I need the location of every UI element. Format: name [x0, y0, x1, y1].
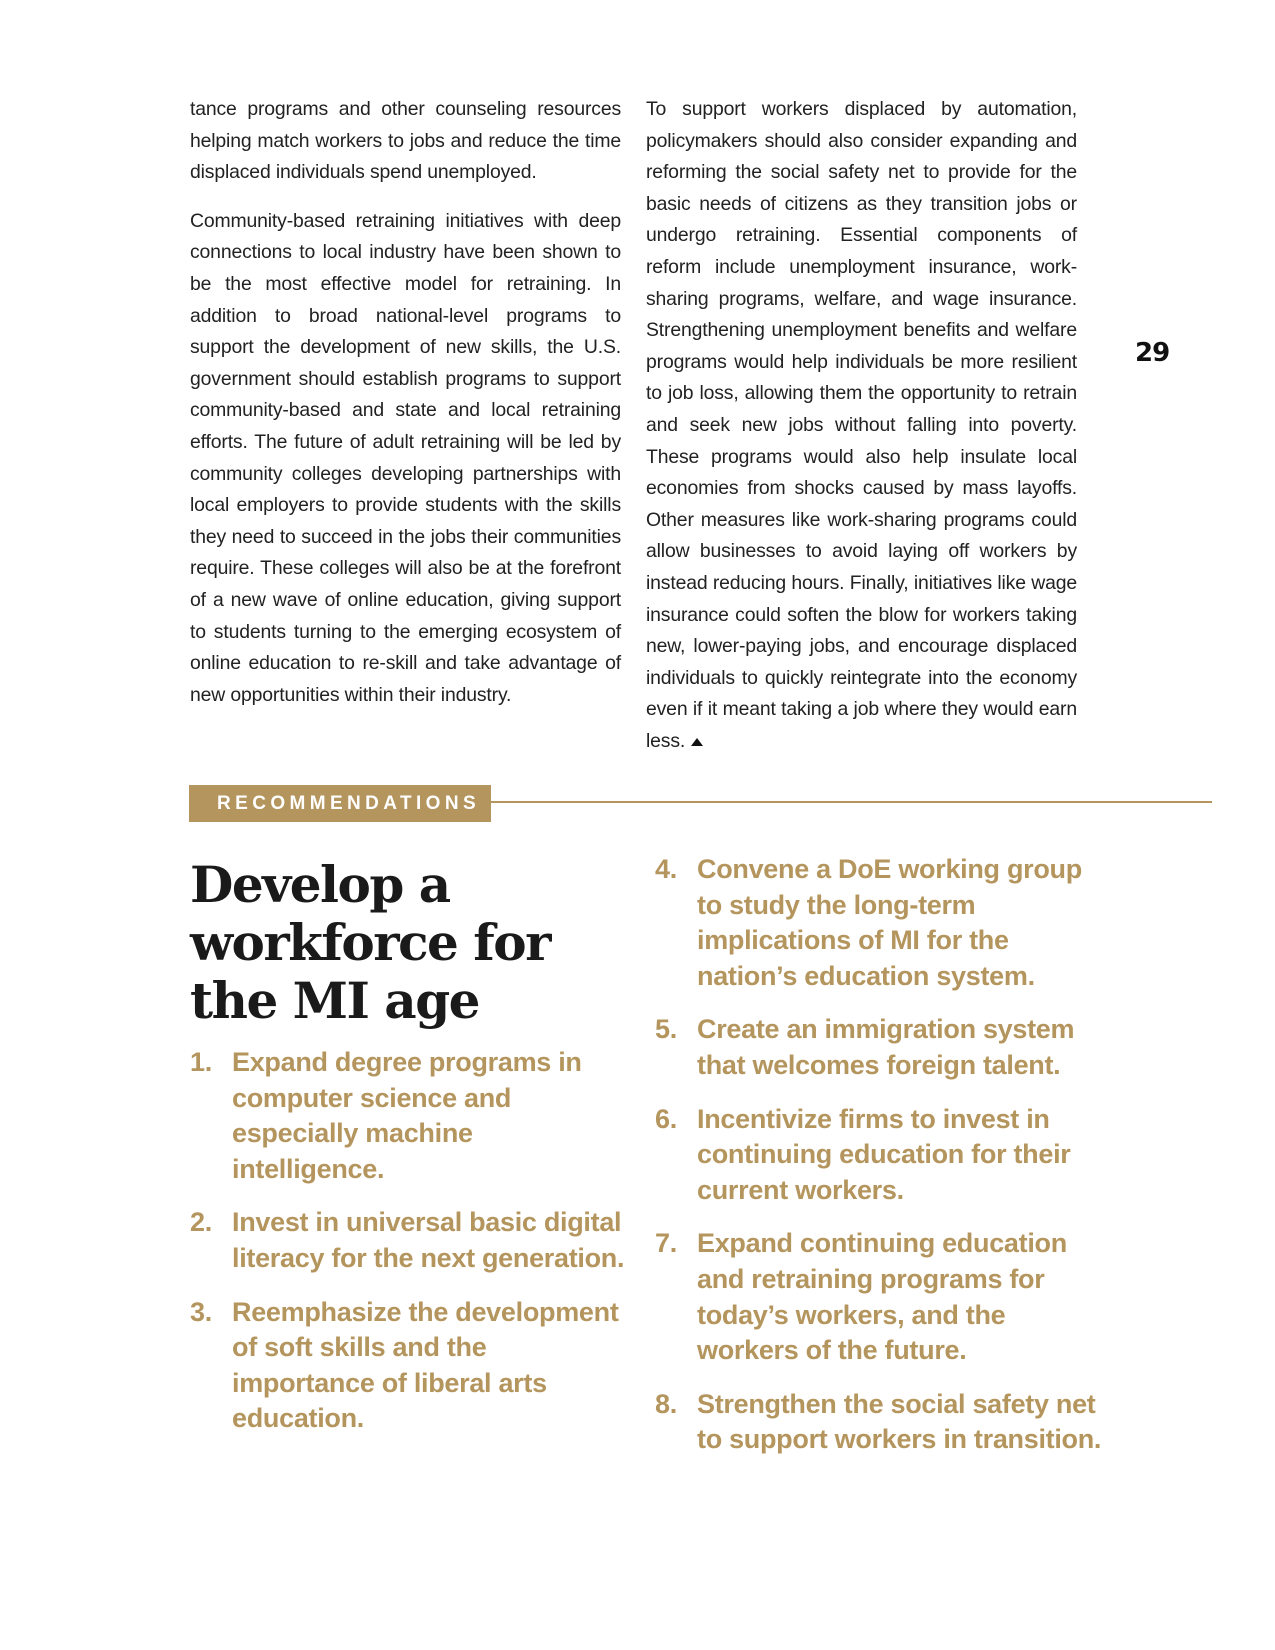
recommendation-item	[655, 1387, 1105, 1458]
recommendation-item	[655, 852, 1105, 994]
recommendation-number: 1.	[190, 1047, 212, 1077]
recommendation-list-left	[190, 1045, 630, 1455]
body-paragraph	[646, 94, 1077, 757]
recommendation-item	[655, 1102, 1105, 1209]
recommendations-banner: RECOMMENDATIONS	[189, 785, 491, 822]
body-paragraph-text: To support workers displaced by automation, policymakers should also consider expanding and reforming the social safety net to provide for the basic needs of citizens as they transition jobs or undergo retraining. Essential components of reform include unemployment insurance, work-sharing programs, welfare, and wage insurance. Strengthening unemployment benefits and welfare programs would help individuals be more resilient to job loss, allowing them the opportunity to retrain and seek new jobs without falling into poverty. These programs would also help insulate local economies from shocks caused by mass layoffs. Other measures like work-sharing programs could allow businesses to avoid laying off workers by instead reducing hours. Finally, initiatives like wage insurance could soften the blow for workers taking new, lower-paying jobs, and encourage displaced individuals to quickly reintegrate into the economy even if it meant taking a job where they would earn less.	[646, 98, 1077, 752]
recommendation-text: Reemphasize the development of soft skills and the importance of liberal arts education.	[232, 1296, 619, 1434]
page-number: 29	[1135, 338, 1170, 368]
triangle-up-icon	[691, 738, 703, 746]
recommendation-number: 8.	[655, 1388, 677, 1419]
body-paragraph: tance programs and other counseling resources helping match workers to jobs and reduce the time displaced individuals spend unemployed.	[190, 98, 621, 184]
recommendation-text: Expand degree programs in computer science and especially machine intelligence.	[232, 1047, 582, 1184]
recommendation-text: Incentivize firms to invest in continuing education for their current workers.	[697, 1103, 1071, 1205]
recommendation-text: Expand continuing education and retraining programs for today’s workers, and the workers of the future.	[697, 1228, 1067, 1366]
recommendation-item	[655, 1012, 1105, 1083]
section-heading: Develop a workforce for the MI age	[190, 855, 550, 1030]
section-divider	[491, 801, 1212, 803]
recommendation-number: 5.	[655, 1014, 677, 1045]
body-paragraph: Community-based retraining initiatives with deep connections to local industry have been shown to be the most effective model for retraining. In addition to broad national-level programs to support the development of new skills, the U.S. government should establish programs to support community-based and state and local retraining efforts. The future of adult retraining will be led by community colleges developing partnerships with local employers to provide students with the skills they need to succeed in the jobs their communities require. These colleges will also be at the forefront of a new wave of online education, giving support to students turning to the emerging ecosystem of online education to re-skill and take advantage of new opportunities within their industry.	[190, 209, 621, 706]
recommendation-number: 7.	[655, 1228, 677, 1259]
recommendation-item	[190, 1045, 630, 1187]
recommendation-number: 2.	[190, 1207, 212, 1238]
recommendation-text: Strengthen the social safety net to support workers in transition.	[697, 1388, 1102, 1455]
body-column-left	[190, 94, 621, 728]
recommendation-text: Create an immigration system that welcomes foreign talent.	[697, 1014, 1075, 1080]
recommendation-number: 3.	[190, 1296, 212, 1327]
body-column-right	[646, 94, 1077, 774]
recommendation-text: Convene a DoE working group to study the long-term implications of MI for the nation’s education system.	[697, 854, 1082, 991]
recommendation-item	[190, 1205, 630, 1276]
recommendation-text: Invest in universal basic digital literacy for the next generation.	[232, 1207, 625, 1273]
recommendation-number: 6.	[655, 1103, 677, 1134]
recommendation-item	[190, 1295, 630, 1437]
recommendation-item	[655, 1226, 1105, 1368]
recommendation-number: 4.	[655, 854, 677, 884]
recommendation-list-right	[655, 852, 1105, 1476]
